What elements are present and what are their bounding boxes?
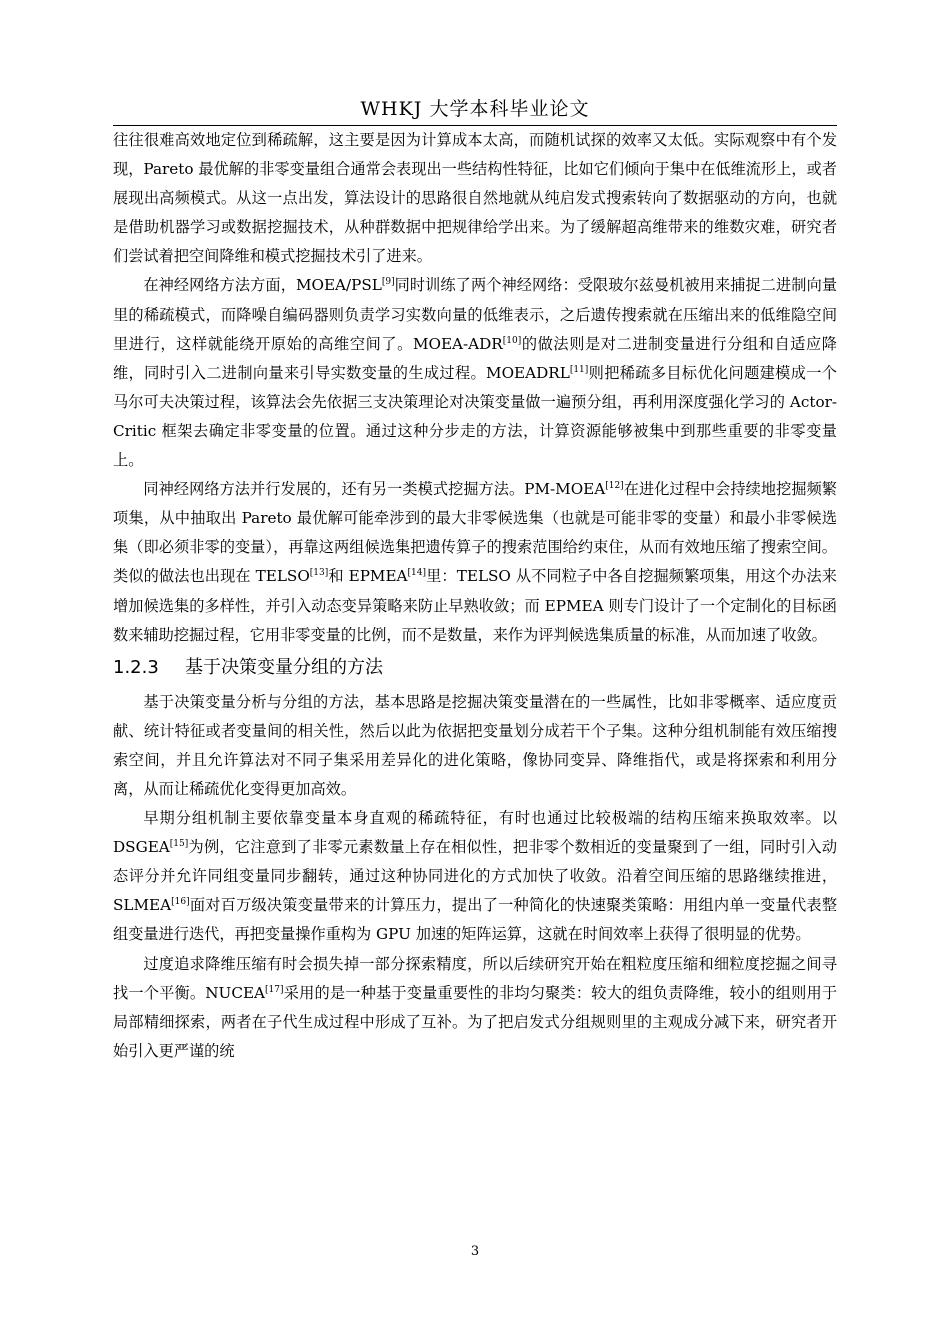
text-segment: 过度追求降维压缩有时会损失掉一部分探索精度，所以后续研究开始在粗粒度压缩和细粒度挖掘之间寻找一个平衡。NUCEA <box>113 954 837 1002</box>
page-body <box>113 126 837 1066</box>
citation-ref: [10] <box>502 335 522 346</box>
citation-ref: [13] <box>309 568 329 579</box>
citation-ref: [16] <box>171 897 190 908</box>
text-segment: 在进化过程中会持续地挖掘频繁项集，从中抽取出 Pareto 最优解可能牵涉到的最大非零候选集（也就是可能非零的变量）和最小非零候选集（即必须非零的变量），再靠这两组候选集把遗传算子的搜索范围给约束住，从而有效地压缩了搜索空间。类似的做法也出现在 TELSO <box>113 480 837 586</box>
paragraph-early-grouping <box>113 804 837 949</box>
text-segment: 面对百万级决策变量带来的计算压力，提出了一种简化的快速聚类策略：用组内单一变量代表整组变量进行迭代，再把变量操作重构为 GPU 加速的矩阵运算，这就在时间效率上获得了很明显的优势。 <box>113 896 837 944</box>
text-segment: 里：TELSO 从不同粒子中各自挖掘频繁项集，用这个办法来增加候选集的多样性，并引入动态变异策略来防止早熟收敛；而 EPMEA 则专门设计了一个定制化的目标函数来辅助挖掘过程，它用非零变量的比例，而不是数量，来作为评判候选集质量的标准，从而加速了收敛。 <box>113 567 837 644</box>
text-segment: 则把稀疏多目标优化问题建模成一个马尔可夫决策过程，该算法会先依据三支决策理论对决策变量做一遍预分组，再利用深度强化学习的 Actor-Critic 框架去确定非零变量的位置。通过这种分步走的方法，计算资源能够被集中到那些重要的非零变量上。 <box>113 363 837 470</box>
page-header-title: WHKJ 大学本科毕业论文 <box>360 98 590 120</box>
citation-ref: [11] <box>569 364 589 375</box>
section-title: 基于决策变量分组的方法 <box>185 656 383 678</box>
text-segment: 为例，它注意到了非零元素数量上存在相似性，把非零个数相近的变量聚到了一组，同时引入动态评分并允许同组变量同步翻转，通过这种协同进化的方式加快了收敛。沿着空间压缩的思路继续推进，SLMEA <box>113 838 837 915</box>
paragraph-grouping-overview: 基于决策变量分析与分组的方法，基本思路是挖掘决策变量潜在的一些属性，比如非零概率、适应度贡献、统计特征或者变量间的相关性，然后以此为依据把变量划分成若干个子集。这种分组机制能有效压缩搜索空间，并且允许算法对不同子集采用差异化的进化策略，像协同变异、降维指代，或是将探索和利用分离，从而让稀疏优化变得更加高效。 <box>113 692 837 798</box>
paragraph-pattern-mining-methods <box>113 475 837 650</box>
citation-ref: [14] <box>407 568 427 579</box>
section-number: 1.2.3 <box>113 656 159 678</box>
citation-ref: [9] <box>381 277 395 288</box>
text-segment: 和 EPMEA <box>328 567 408 586</box>
text-segment: 早期分组机制主要依靠变量本身直观的稀疏特征，有时也通过比较极端的结构压缩来换取效率。以 DSGEA <box>113 809 837 857</box>
citation-ref: [12] <box>605 481 624 492</box>
text-segment: 的做法则是对二进制变量进行分组和自适应降维，同时引入二进制向量来引导实数变量的生成过程。MOEADRL <box>113 334 837 382</box>
citation-ref: [17] <box>265 984 284 995</box>
paragraph-neural-network-methods <box>113 271 837 475</box>
section-heading <box>113 653 837 683</box>
page-number: 3 <box>470 1244 480 1259</box>
text-segment: 同神经网络方法并行发展的，还有另一类模式挖掘方法。PM-MOEA <box>143 480 606 499</box>
text-segment: 在神经网络方法方面，MOEA/PSL <box>143 276 382 295</box>
text-segment: 同时训练了两个神经网络：受限玻尔兹曼机被用来捕捉二进制向量里的稀疏模式，而降噪自编码器则负责学习实数向量的低维表示，之后遗传搜索就在压缩出来的低维隐空间里进行，这样就能绕开原始的高维空间了。MOEA-ADR <box>113 276 838 353</box>
paragraph-balanced-grouping <box>113 950 837 1066</box>
citation-ref: [15] <box>169 839 189 850</box>
paragraph-intro: 往往很难高效地定位到稀疏解，这主要是因为计算成本太高，而随机试探的效率又太低。实际观察中有个发现，Pareto 最优解的非零变量组合通常会表现出一些结构性特征，比如它们倾向于集中在低维流形上，或者展现出高频模式。从这一点出发，算法设计的思路很自然地就从纯启发式搜索转向了数据驱动的方向，也就是借助机器学习或数据挖掘技术，从种群数据中把规律给学出来。为了缓解超高维带来的维数灾难，研究者们尝试着把空间降维和模式挖掘技术引了进来。 <box>113 131 837 266</box>
text-segment: 采用的是一种基于变量重要性的非均匀聚类：较大的组负责降维，较小的组则用于局部精细探索，两者在子代生成过程中形成了互补。为了把启发式分组规则里的主观成分减下来，研究者开始引入更严谨的统 <box>113 983 837 1060</box>
